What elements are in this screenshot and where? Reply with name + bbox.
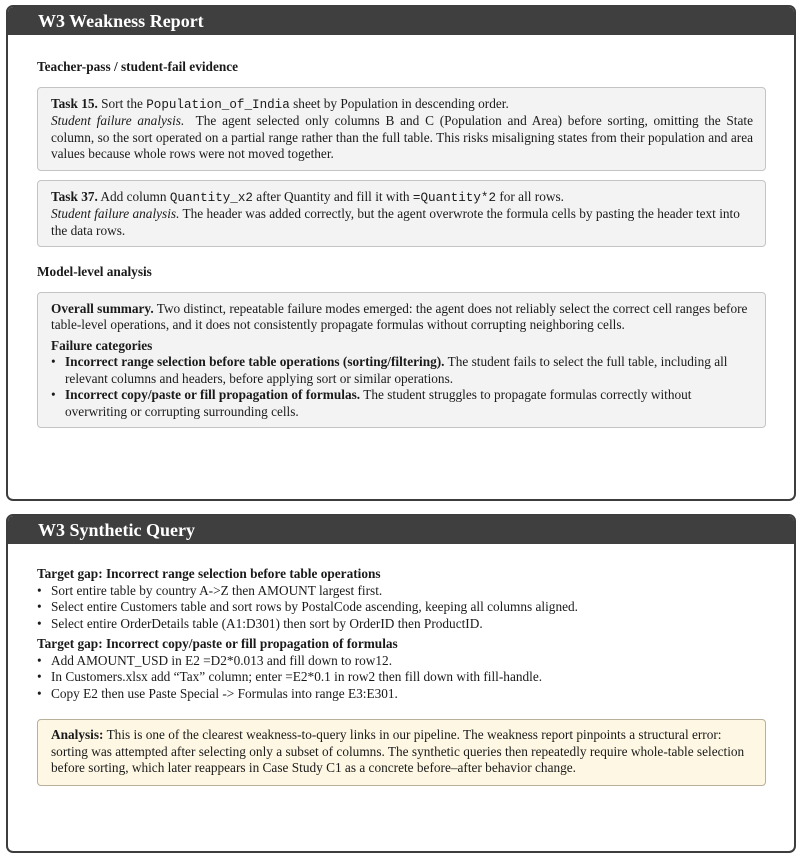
column-name-code: Quantity_x2 bbox=[169, 190, 253, 205]
task-37-analysis bbox=[51, 206, 753, 239]
task-37-desc-suffix: for all rows. bbox=[496, 188, 564, 204]
weakness-report-title: W3 Weakness Report bbox=[8, 7, 794, 35]
query-item bbox=[37, 599, 766, 616]
query-item bbox=[37, 653, 766, 670]
summary-text: Two distinct, repeatable failure modes emerged: the agent does not reliably select the correct cell ranges before table-level operations, and it does not consistently propagate formulas without corrupting neighboring cells. bbox=[51, 300, 748, 332]
bullet-icon: • bbox=[37, 615, 42, 631]
bullet-icon: • bbox=[37, 669, 42, 684]
bullet-icon: • bbox=[37, 685, 42, 701]
query-item bbox=[37, 583, 766, 600]
query-item bbox=[37, 616, 766, 633]
failure-category-text: The student struggles to propagate formulas correctly without overwriting or corrupting surrounding cells. bbox=[65, 387, 692, 419]
query-text: Select entire OrderDetails table (A1:D301) then sort by OrderID then ProductID. bbox=[51, 615, 483, 631]
query-text: Add AMOUNT_USD in E2 =D2*0.013 and fill down to row12. bbox=[51, 652, 393, 668]
task-15-analysis-label: Student failure analysis. bbox=[51, 113, 185, 128]
model-analysis-heading: Model-level analysis bbox=[37, 264, 152, 279]
task-37-desc-mid: after Quantity and fill it with bbox=[252, 188, 413, 204]
evidence-heading: Teacher-pass / student-fail evidence bbox=[37, 59, 239, 74]
query-text: Copy E2 then use Paste Special -> Formulas into range E3:E301. bbox=[51, 685, 398, 701]
target-gap-heading: Target gap: Incorrect copy/paste or fill propagation of formulas bbox=[37, 636, 398, 651]
task-15-label: Task 15. bbox=[51, 95, 98, 111]
bullet-icon: • bbox=[37, 582, 42, 598]
task-37-analysis-text: The header was added correctly, but the agent overwrote the formula cells by pasting the header text into the data rows. bbox=[51, 206, 740, 238]
overall-summary bbox=[51, 301, 753, 334]
query-list bbox=[37, 653, 766, 703]
task-15-desc-suffix: sheet by Population in descending order. bbox=[289, 95, 509, 111]
task-15-desc-prefix: Sort the bbox=[101, 95, 147, 111]
task-15-description bbox=[51, 96, 753, 114]
weakness-report-panel bbox=[6, 5, 796, 501]
query-text: Select entire Customers table and sort rows by PostalCode ascending, keeping all columns aligned. bbox=[51, 599, 578, 614]
summary-box bbox=[37, 292, 766, 429]
analysis-text: This is one of the clearest weakness-to-query links in our pipeline. The weakness report pinpoints a structural error: sorting was attempted after selecting only a subset of columns. The synthetic queries then repeatedly require whole-table selection before sorting, which later reappears in Case Study C1 as a concrete before–after behavior change. bbox=[51, 727, 745, 775]
task-15-analysis bbox=[51, 113, 753, 163]
failure-category-text: The student fails to select the full table, including all relevant columns and headers, before applying sort or similar operations. bbox=[65, 354, 728, 386]
synthetic-query-panel bbox=[6, 514, 796, 853]
failure-category-title: Incorrect range selection before table operations (sorting/filtering). bbox=[65, 354, 445, 369]
analysis-paragraph bbox=[51, 727, 753, 777]
failure-categories-heading: Failure categories bbox=[51, 337, 153, 353]
task-37-box bbox=[37, 180, 766, 248]
task-37-label: Task 37. bbox=[51, 188, 98, 204]
formula-code: =Quantity*2 bbox=[412, 190, 497, 205]
bullet-icon: • bbox=[51, 387, 56, 402]
summary-label: Overall summary. bbox=[51, 300, 154, 316]
query-list bbox=[37, 583, 766, 633]
analysis-box bbox=[37, 719, 766, 786]
task-37-desc-prefix: Add column bbox=[100, 188, 170, 204]
analysis-label: Analysis: bbox=[51, 727, 104, 742]
query-item bbox=[37, 669, 766, 686]
target-gap-heading: Target gap: Incorrect range selection before table operations bbox=[37, 566, 381, 581]
failure-categories-list bbox=[51, 354, 753, 420]
failure-category-item bbox=[51, 354, 753, 387]
sheet-name-code: Population_of_India bbox=[146, 97, 290, 112]
query-item bbox=[37, 686, 766, 703]
bullet-icon: • bbox=[51, 354, 56, 369]
task-15-analysis-text: The agent selected only columns B and C (Population and Area) before sorting, omitting the State column, so the sort operated on a partial range rather than the full table. This risks misaligning states from their population and area values because whole rows were not moved together. bbox=[51, 113, 753, 161]
task-37-description bbox=[51, 189, 753, 207]
query-text: In Customers.xlsx add “Tax” column; enter =E2*0.1 in row2 then fill down with fill-handle. bbox=[51, 669, 543, 684]
bullet-icon: • bbox=[37, 652, 42, 668]
query-text: Sort entire table by country A->Z then AMOUNT largest first. bbox=[51, 582, 383, 598]
failure-category-title: Incorrect copy/paste or fill propagation of formulas. bbox=[65, 387, 361, 402]
bullet-icon: • bbox=[37, 599, 42, 614]
task-37-analysis-label: Student failure analysis. bbox=[51, 206, 180, 221]
task-15-box bbox=[37, 87, 766, 171]
synthetic-query-title: W3 Synthetic Query bbox=[8, 516, 794, 544]
failure-category-item bbox=[51, 387, 753, 420]
